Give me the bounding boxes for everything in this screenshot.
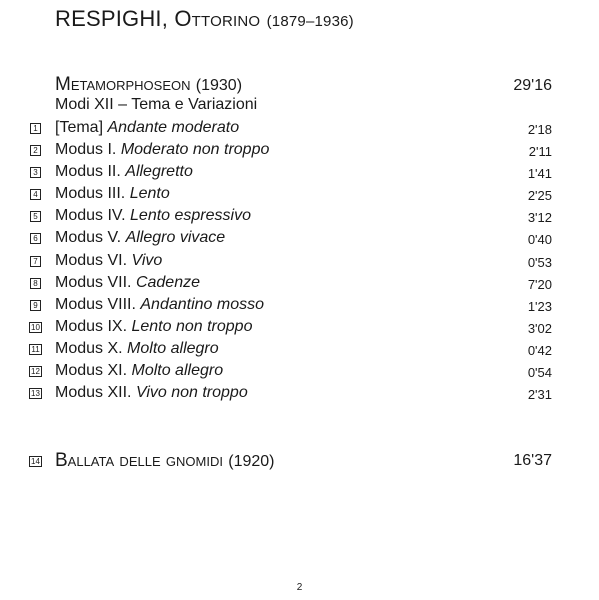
- track-title: [55, 295, 264, 315]
- track-name: Modus VII.: [55, 273, 132, 291]
- page-number: 2: [296, 582, 303, 593]
- track-number-box: 6: [30, 233, 41, 244]
- track-name: Modus X.: [55, 339, 123, 357]
- track-number-box: 10: [29, 322, 42, 333]
- work-subtitle: Modi XII – Tema e Variazioni: [55, 96, 258, 113]
- track-tempo: Molto allegro: [131, 362, 224, 380]
- track-number-box: 11: [29, 344, 42, 355]
- track-title: [55, 317, 252, 337]
- track-tempo: Allegro vivace: [125, 229, 226, 247]
- track-row-work2: [0, 450, 599, 476]
- track-name: Modus VIII.: [55, 295, 136, 313]
- work-duration: 29'16: [513, 77, 552, 94]
- track-title: [55, 273, 200, 293]
- track-name: Modus XI.: [55, 362, 128, 380]
- track-duration: 2'25: [527, 188, 552, 204]
- composer-heading: [55, 6, 354, 32]
- track-number-box: 3: [30, 167, 41, 178]
- track-name: Modus IX.: [55, 317, 128, 335]
- track-row: [0, 339, 599, 361]
- track-duration: 3'12: [527, 210, 552, 226]
- track-number-box: 5: [30, 211, 41, 222]
- track-name: [Tema]: [55, 119, 104, 136]
- track-row: [0, 206, 599, 228]
- track-row: [0, 162, 599, 184]
- track-title: [55, 339, 219, 359]
- track-name: Modus II.: [55, 163, 121, 181]
- track-row: [0, 317, 599, 339]
- track-row: [0, 118, 599, 140]
- track-name: Modus V.: [55, 229, 122, 247]
- track-row: [0, 295, 599, 317]
- track-title: [55, 140, 269, 160]
- track-duration: 0'42: [527, 342, 552, 358]
- track-tempo: Moderato non troppo: [120, 141, 270, 159]
- track-name: Modus VI.: [55, 251, 128, 269]
- track-row: [0, 361, 599, 383]
- track-name: Modus XII.: [55, 384, 132, 402]
- track-tempo: Lento non troppo: [131, 317, 253, 335]
- track-number-box: 4: [30, 189, 41, 200]
- track-tempo: Lento: [129, 185, 170, 203]
- track-duration: 1'41: [527, 166, 552, 182]
- track-title: [55, 162, 193, 182]
- track-tempo: Lento espressivo: [130, 207, 251, 225]
- track-number-box: 9: [30, 300, 41, 311]
- work-year: (1930): [195, 77, 243, 94]
- track-duration: 2'11: [528, 144, 552, 160]
- track-duration: 2'18: [527, 122, 552, 137]
- track-title: [55, 118, 239, 138]
- work2-year: (1920): [228, 453, 275, 470]
- track-title: [55, 251, 162, 271]
- track-number-box: 13: [29, 388, 42, 399]
- track-number-box: 14: [29, 456, 42, 467]
- track-tempo: Allegretto: [125, 163, 193, 181]
- track-duration: 0'54: [527, 365, 552, 381]
- track-row: [0, 273, 599, 295]
- composer-dates: (1879–1936): [266, 13, 354, 30]
- track-number-box: 2: [30, 145, 41, 156]
- track-name: Modus I.: [55, 141, 117, 159]
- track-name: Modus IV.: [55, 207, 126, 225]
- track-number-box: 12: [29, 366, 42, 377]
- track-duration: 1'23: [527, 298, 552, 314]
- track-tempo: Andantino mosso: [140, 295, 265, 313]
- track-list: [0, 118, 599, 405]
- track-row: [0, 251, 599, 273]
- composer-surname: RESPIGHI,: [55, 6, 169, 31]
- track-title: [55, 361, 223, 381]
- track-row: [0, 383, 599, 405]
- track-title: [55, 206, 251, 226]
- track-duration: 7'20: [527, 276, 552, 292]
- track-tempo: Vivo: [131, 251, 163, 269]
- track-title: [55, 228, 225, 248]
- track-row: [0, 140, 599, 162]
- track-tempo: Vivo non troppo: [135, 384, 248, 402]
- track-number-box: 1: [30, 123, 41, 134]
- track-tempo: Andante moderato: [107, 119, 240, 136]
- track-number-box: 7: [30, 256, 41, 267]
- work2-duration: 16'37: [513, 452, 552, 469]
- track-row: [0, 228, 599, 250]
- track-number-box: 8: [30, 278, 41, 289]
- track-duration: 3'02: [527, 320, 552, 336]
- track-duration: 0'53: [527, 254, 552, 270]
- work2-title: Ballata delle gnomidi: [55, 450, 223, 471]
- work-title: Metamorphoseon: [55, 74, 191, 95]
- track-name: Modus III.: [55, 185, 126, 203]
- track-tempo: Cadenze: [135, 273, 200, 291]
- track-duration: 2'31: [527, 387, 552, 403]
- track-duration: 0'40: [527, 232, 552, 248]
- composer-given-name: Ottorino: [174, 6, 261, 31]
- work-heading: [55, 74, 552, 96]
- track-row: [0, 184, 599, 206]
- track-title: [55, 184, 170, 204]
- track-tempo: Molto allegro: [127, 339, 219, 357]
- track-title: [55, 383, 248, 403]
